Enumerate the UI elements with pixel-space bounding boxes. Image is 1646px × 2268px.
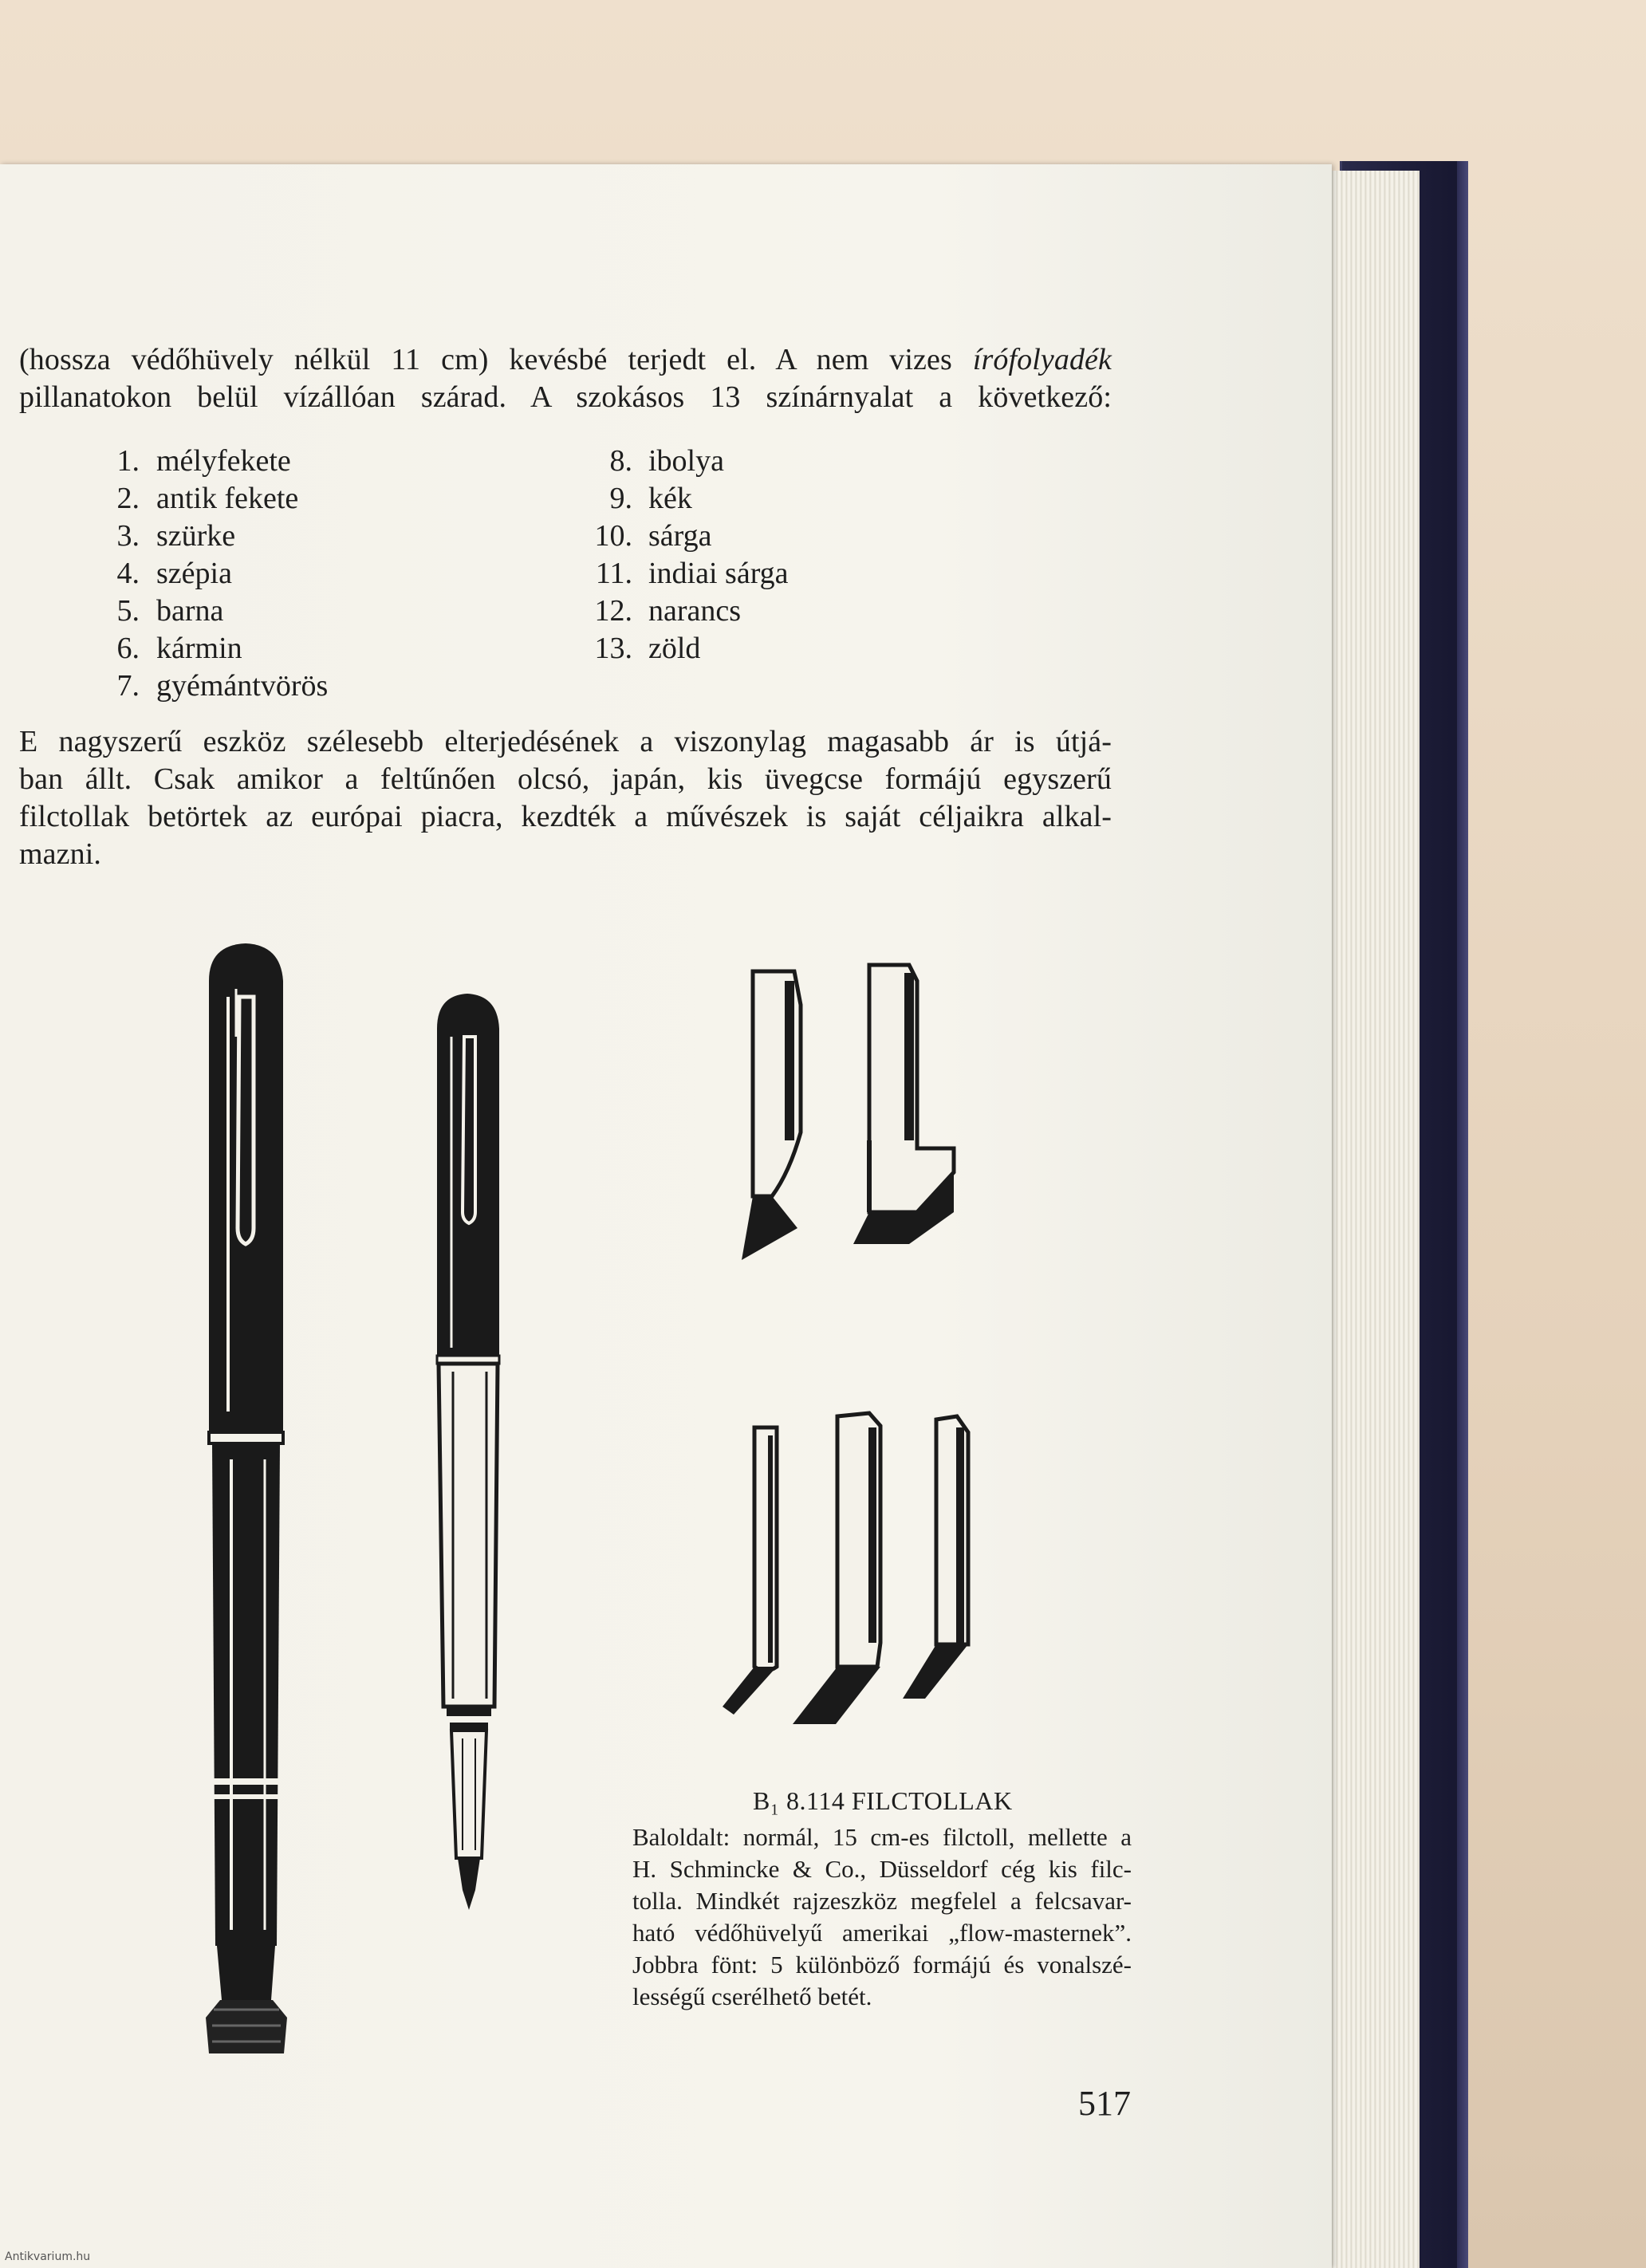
paragraph-1-line-1: (hossza védőhüvely nélkül 11 cm) kevésbé terjedt el. A nem vizes írófolyadék xyxy=(19,343,1112,376)
color-name: szépia xyxy=(156,557,232,590)
caption-line: Jobbra fönt: 5 különböző formájú és vonalszé- xyxy=(632,1951,1132,1979)
paragraph-1-line-2: pillanatokon belül vízállóan szárad. A szokásos 13 színárnyalat a következő: xyxy=(19,380,1112,414)
color-number: 11. xyxy=(595,557,632,590)
color-number: 3. xyxy=(116,519,140,553)
color-number: 1. xyxy=(116,444,140,478)
page-number: 517 xyxy=(1078,2084,1131,2123)
color-name: zöld xyxy=(648,632,701,665)
paragraph-2-line-1: E nagyszerű eszköz szélesebb elterjedésének a viszonylag magasabb ár is útjá- xyxy=(19,725,1112,758)
page-edges xyxy=(1324,171,1420,2268)
color-number: 9. xyxy=(609,482,632,515)
color-number: 4. xyxy=(116,557,140,590)
color-name: antik fekete xyxy=(156,482,299,515)
color-number: 6. xyxy=(116,632,140,665)
caption-line: Baloldalt: normál, 15 cm-es filctoll, mellette a xyxy=(632,1823,1132,1851)
color-name: narancs xyxy=(648,594,742,628)
color-number: 8. xyxy=(609,444,632,478)
color-name: szürke xyxy=(156,519,236,553)
figure-caption-body xyxy=(632,1821,1132,2013)
paragraph-2-line-4: mazni. xyxy=(19,837,101,871)
color-number: 5. xyxy=(116,594,140,628)
caption-line: lességű cserélhető betét. xyxy=(632,1983,872,2010)
italic-term: írófolyadék xyxy=(972,343,1112,376)
caption-line: tolla. Mindkét rajzeszköz megfelel a felcsavar- xyxy=(632,1887,1132,1915)
color-name: ibolya xyxy=(648,444,724,478)
color-name: sárga xyxy=(648,519,712,553)
paragraph-2-line-3: filctollak betörtek az európai piacra, kezdték a művészek is saját céljaikra alkal- xyxy=(19,800,1112,833)
color-name: kék xyxy=(648,482,692,515)
color-name: mélyfekete xyxy=(156,444,291,478)
color-number: 7. xyxy=(116,669,140,703)
color-number: 2. xyxy=(116,482,140,515)
color-name: gyémántvörös xyxy=(156,669,329,703)
caption-line: H. Schmincke & Co., Düsseldorf cég kis filc- xyxy=(632,1855,1132,1883)
figure-caption-title: B₁ 8.114 FILCTOLLAK xyxy=(753,1786,1013,1815)
color-number: 10. xyxy=(594,519,632,553)
cover-rim xyxy=(1457,161,1468,2268)
watermark: Antikvarium.hu xyxy=(5,2250,91,2263)
paragraph-2-line-2: ban állt. Csak amikor a feltűnően olcsó, japán, kis üvegcse formájú egyszerű xyxy=(19,762,1112,796)
color-name: kármin xyxy=(156,632,242,665)
color-number: 13. xyxy=(594,632,632,665)
color-name: barna xyxy=(156,594,224,628)
color-name: indiai sárga xyxy=(648,557,789,590)
caption-line: ható védőhüvelyű amerikai „flow-masternek”. xyxy=(632,1919,1132,1947)
color-number: 12. xyxy=(594,594,632,628)
